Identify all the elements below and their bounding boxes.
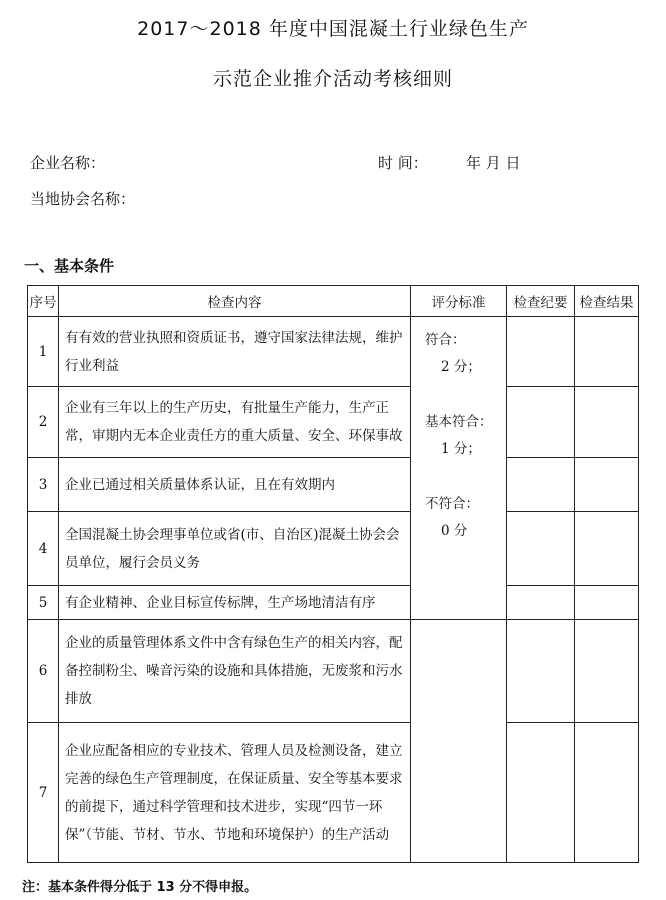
scoring-standard bbox=[411, 317, 507, 620]
row-content: 有有效的营业执照和资质证书，遵守国家法律法规，维护行业利益 bbox=[59, 317, 411, 387]
standard-basic: 基本符合： bbox=[425, 414, 493, 430]
result-cell[interactable] bbox=[575, 317, 639, 387]
header-result: 检查结果 bbox=[575, 286, 639, 317]
table-row bbox=[28, 620, 639, 723]
row-content: 企业的质量管理体系文件中含有绿色生产的相关内容，配备控制粉尘、噪音污染的设施和具体措施，无废浆和污水排放 bbox=[59, 620, 411, 723]
notes-cell[interactable] bbox=[507, 723, 575, 863]
row-number: 2 bbox=[28, 387, 59, 458]
notes-cell[interactable] bbox=[507, 317, 575, 387]
row-content: 企业已通过相关质量体系认证，且在有效期内 bbox=[59, 458, 411, 512]
result-cell[interactable] bbox=[575, 586, 639, 620]
notes-cell[interactable] bbox=[507, 620, 575, 723]
table-row bbox=[28, 458, 639, 512]
table-header-row bbox=[28, 286, 639, 317]
section-title: 一、基本条件 bbox=[24, 257, 115, 275]
header-no: 序号 bbox=[28, 286, 59, 317]
notes-cell[interactable] bbox=[507, 586, 575, 620]
basic-conditions-table bbox=[27, 285, 639, 863]
standard-fail: 不符合： bbox=[425, 496, 479, 512]
row-number: 4 bbox=[28, 512, 59, 586]
row-number: 5 bbox=[28, 586, 59, 620]
row-number: 6 bbox=[28, 620, 59, 723]
scoring-standard-empty bbox=[411, 620, 507, 863]
notes-cell[interactable] bbox=[507, 458, 575, 512]
time-label: 时 间： bbox=[378, 154, 428, 172]
document-title-line2: 示范企业推介活动考核细则 bbox=[212, 68, 453, 90]
row-content: 企业应配备相应的专业技术、管理人员及检测设备，建立完善的绿色生产管理制度，在保证质量、安全等基本要求的前提下，通过科学管理和技术进步，实现“四节一环保”（节能、节材、节水、节地和环境保护）的生产活动 bbox=[59, 723, 411, 863]
result-cell[interactable] bbox=[575, 387, 639, 458]
header-notes: 检查纪要 bbox=[507, 286, 575, 317]
notes-cell[interactable] bbox=[507, 387, 575, 458]
table-row bbox=[28, 317, 639, 387]
standard-fail-score: 0 分 bbox=[441, 523, 468, 539]
table-row bbox=[28, 387, 639, 458]
footnote: 注：基本条件得分低于 13 分不得申报。 bbox=[22, 880, 258, 895]
result-cell[interactable] bbox=[575, 723, 639, 863]
standard-basic-score: 1 分； bbox=[441, 441, 481, 457]
result-cell[interactable] bbox=[575, 458, 639, 512]
table-row bbox=[28, 586, 639, 620]
result-cell[interactable] bbox=[575, 620, 639, 723]
result-cell[interactable] bbox=[575, 512, 639, 586]
notes-cell[interactable] bbox=[507, 512, 575, 586]
row-number: 7 bbox=[28, 723, 59, 863]
company-name-label: 企业名称： bbox=[30, 154, 106, 172]
standard-meet-score: 2 分； bbox=[441, 359, 481, 375]
header-standard: 评分标准 bbox=[411, 286, 507, 317]
header-content: 检查内容 bbox=[59, 286, 411, 317]
row-content: 企业有三年以上的生产历史，有批量生产能力，生产正常，审期内无本企业责任方的重大质量、安全、环保事故 bbox=[59, 387, 411, 458]
association-name-label: 当地协会名称： bbox=[30, 190, 136, 208]
row-content: 有企业精神、企业目标宣传标牌，生产场地清洁有序 bbox=[59, 586, 411, 620]
table-row bbox=[28, 723, 639, 863]
date-placeholder: 年 月 日 bbox=[466, 154, 521, 172]
standard-meet: 符合： bbox=[425, 332, 466, 348]
row-number: 3 bbox=[28, 458, 59, 512]
table-row bbox=[28, 512, 639, 586]
row-number: 1 bbox=[28, 317, 59, 387]
row-content: 全国混凝土协会理事单位或省(市、自治区)混凝土协会会员单位，履行会员义务 bbox=[59, 512, 411, 586]
document-title-line1: 2017～2018 年度中国混凝土行业绿色生产 bbox=[137, 18, 529, 40]
